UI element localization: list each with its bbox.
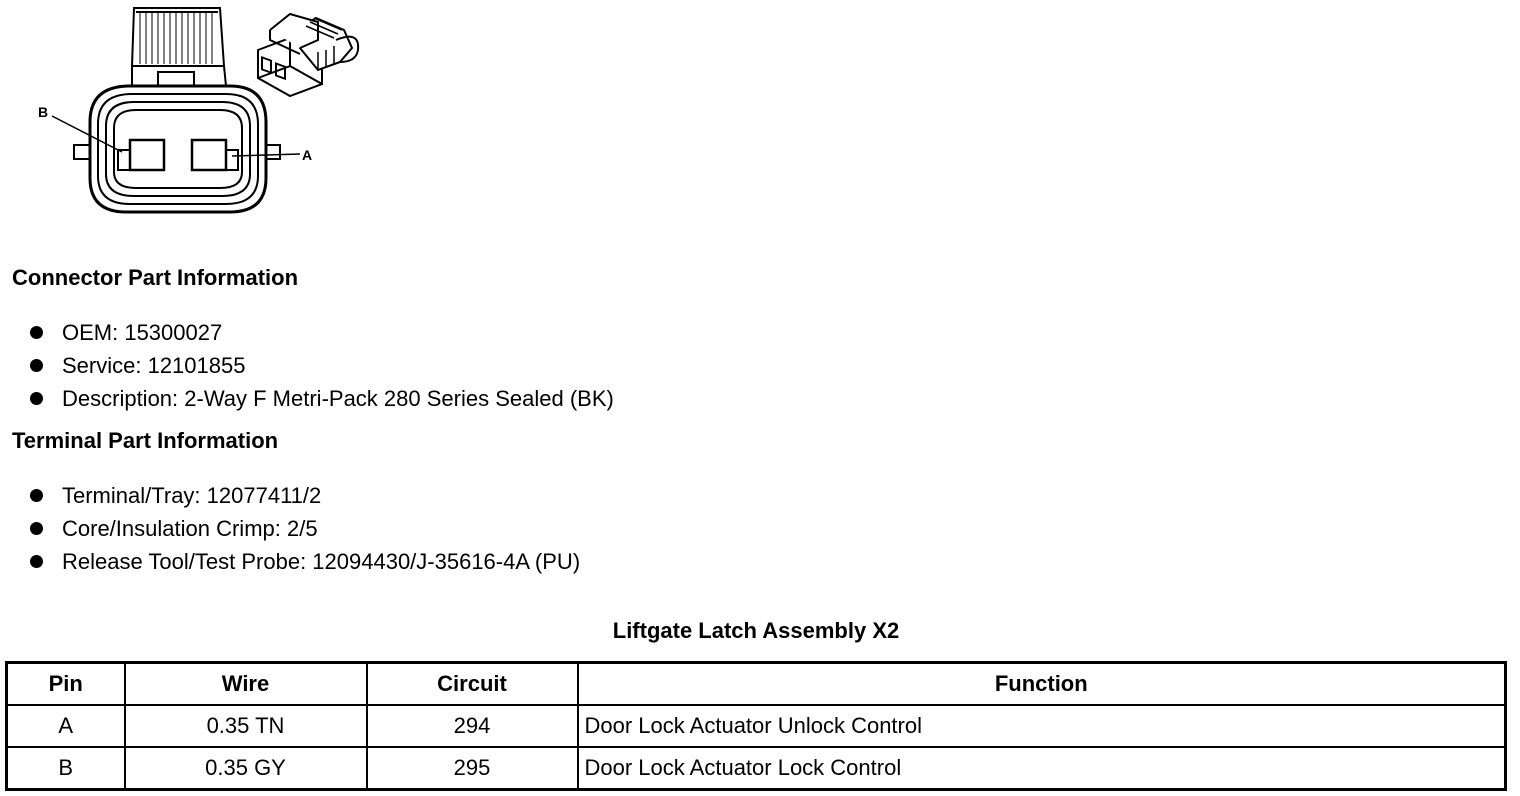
table-row: [7, 705, 1506, 747]
cell-pin: A: [7, 705, 125, 747]
cell-pin: B: [7, 747, 125, 790]
list-item: Core/Insulation Crimp: 2/5: [30, 512, 580, 545]
list-item: Description: 2-Way F Metri-Pack 280 Series Sealed (BK): [30, 382, 614, 415]
terminal-info-list: [30, 479, 580, 578]
table-header-row: [7, 663, 1506, 706]
list-item: Service: 12101855: [30, 349, 614, 382]
list-item: Release Tool/Test Probe: 12094430/J-35616-4A (PU): [30, 545, 580, 578]
cell-circuit: 295: [367, 747, 578, 790]
cell-function: Door Lock Actuator Unlock Control: [578, 705, 1506, 747]
pin-a-label: A: [302, 147, 313, 163]
header-pin: Pin: [7, 663, 125, 706]
table-row: [7, 747, 1506, 790]
connector-diagram: [0, 0, 380, 225]
pin-table: [5, 661, 1507, 791]
table-title: Liftgate Latch Assembly X2: [612, 618, 900, 643]
list-item: Terminal/Tray: 12077411/2: [30, 479, 580, 512]
header-circuit: Circuit: [367, 663, 578, 706]
bullet-icon: [30, 359, 43, 372]
cell-function: Door Lock Actuator Lock Control: [578, 747, 1506, 790]
connector-info-title: Connector Part Information: [12, 265, 299, 290]
terminal-info-title: Terminal Part Information: [12, 428, 279, 453]
bullet-icon: [30, 326, 43, 339]
list-item: OEM: 15300027: [30, 316, 614, 349]
bullet-icon: [30, 522, 43, 535]
cell-wire: 0.35 GY: [125, 747, 367, 790]
bullet-icon: [30, 489, 43, 502]
connector-isometric-icon: [258, 14, 358, 96]
header-wire: Wire: [125, 663, 367, 706]
header-function: Function: [578, 663, 1506, 706]
cell-circuit: 294: [367, 705, 578, 747]
cell-wire: 0.35 TN: [125, 705, 367, 747]
connector-info-list: [30, 316, 614, 415]
bullet-icon: [30, 392, 43, 405]
bullet-icon: [30, 555, 43, 568]
pin-b-label: B: [38, 104, 49, 120]
